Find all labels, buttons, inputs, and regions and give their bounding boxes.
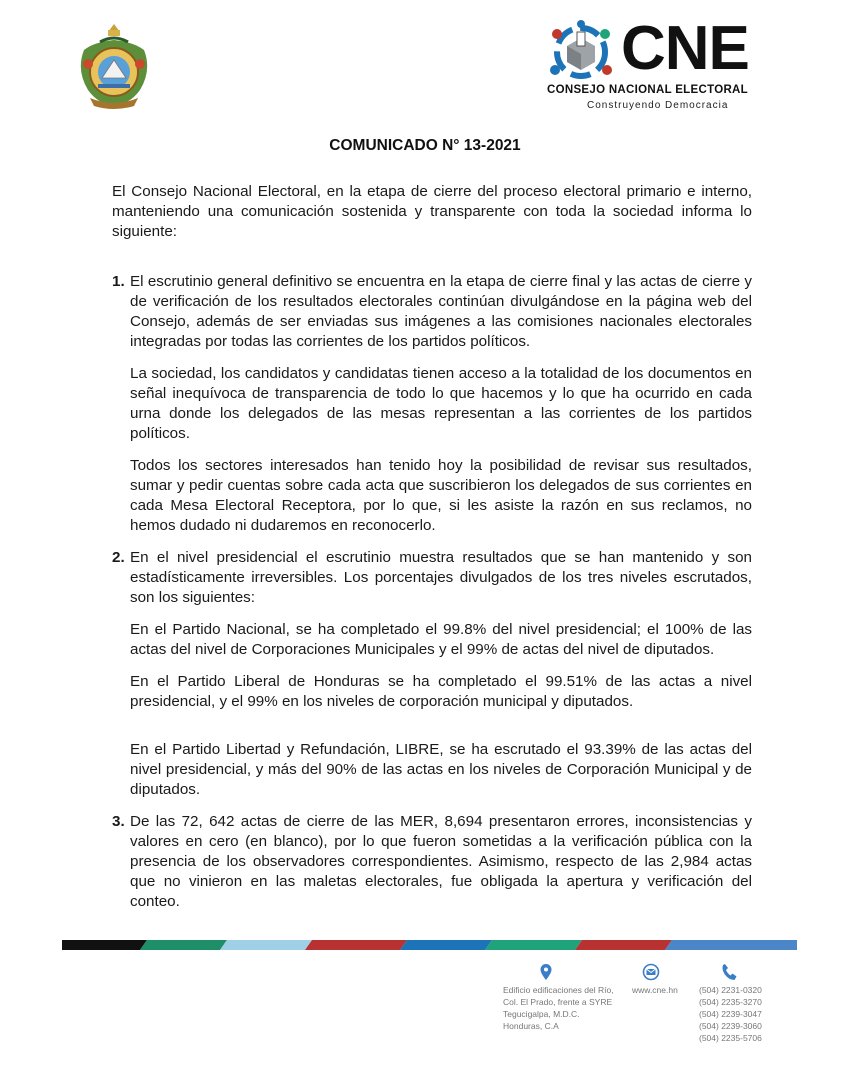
phone-number: (504) 2231-0320 xyxy=(699,985,762,995)
phone-number: (504) 2235-5706 xyxy=(699,1033,762,1043)
item-paragraph: Todos los sectores interesados han tenido hoy la posibilidad de revisar sus resultados, sumar y pedir cuentas sobre cada acta que suscribieron los delegados de sus corrientes en cada Mesa Electoral Receptora, por lo que, si les asiste la razón en sus reclamos, no hemos dudado ni dudaremos en reconocerlo. xyxy=(130,457,752,534)
item-paragraph: En el Partido Libertad y Refundación, LIBRE, se ha escrutado el 93.39% de las actas del nivel presidencial, y más del 90% de las actas en los niveles de Corporación Municipal y de diputados. xyxy=(130,741,752,798)
footer-phones xyxy=(699,963,762,1044)
cne-wordmark: CNE xyxy=(621,14,749,83)
phone-number: (504) 2239-3047 xyxy=(699,1009,762,1019)
color-divider-band xyxy=(62,940,797,950)
phone-number: (504) 2235-3270 xyxy=(699,997,762,1007)
address-line: Col. El Prado, frente a SYRE xyxy=(503,997,613,1007)
intro-paragraph: El Consejo Nacional Electoral, en la etapa de cierre del proceso electoral primario e interno, manteniendo una comunicación sostenida y transparente con toda la sociedad informa lo siguiente: xyxy=(112,183,752,240)
ballot-box-icon xyxy=(545,20,617,84)
item-paragraph: En el Partido Liberal de Honduras se ha completado el 99.51% de las actas a nivel presidencial, y el 99% en los niveles de corporación municipal y diputados. xyxy=(130,673,752,710)
item-paragraph: El escrutinio general definitivo se encuentra en la etapa de cierre final y las actas de cierre y de verificación de los resultados electorales continúan divulgándose en la página web del Consejo, además de ser enviadas sus imágenes a las comisiones nacionales electorales integradas por todas las corrientes de los partidos políticos. xyxy=(130,273,752,350)
web-mail-icon xyxy=(642,963,660,981)
item-paragraph: De las 72, 642 actas de cierre de las MER, 8,694 presentaron errores, inconsistencias y valores en cero (en blanco), por lo que fueron sometidas a la verificación pública con la presencia de los observadores correspondientes. Asimismo, respecto de las 2,984 actas que no vinieron en las maletas electorales, fue obligada la apertura y verificación del conteo. xyxy=(130,813,752,910)
item-paragraph: La sociedad, los candidatos y candidatas tienen acceso a la totalidad de los documentos en señal inequívoca de transparencia de todo lo que hacemos y lo que ha ocurrido en cada urna donde los delegados de las mesas representan a las corrientes de los partidos políticos. xyxy=(130,365,752,442)
numbered-item-3 xyxy=(112,812,752,912)
org-motto: Construyendo Democracia xyxy=(587,100,729,111)
numbered-item-1 xyxy=(112,272,752,536)
cne-logo xyxy=(545,14,785,115)
item-paragraph: En el nivel presidencial el escrutinio muestra resultados que se han mantenido y son estadísticamente irreversibles. Los porcentajes divulgados de los tres niveles escrutados, son los siguientes: xyxy=(130,549,752,606)
location-pin-icon xyxy=(539,963,553,981)
item-number: 3. xyxy=(112,813,125,830)
address-line: Edificio edificaciones del Río, xyxy=(503,985,614,995)
item-number: 2. xyxy=(112,549,125,566)
phone-icon xyxy=(721,963,737,981)
website-link[interactable]: www.cne.hn xyxy=(632,985,678,995)
numbered-item-2 xyxy=(112,548,752,800)
address-line: Honduras, C.A xyxy=(503,1021,559,1031)
address-line: Tegucigalpa, M.D.C. xyxy=(503,1009,580,1019)
communique-title: COMUNICADO N° 13-2021 xyxy=(329,137,521,154)
honduras-seal-emblem xyxy=(70,20,158,112)
phone-number: (504) 2239-3060 xyxy=(699,1021,762,1031)
org-name: CONSEJO NACIONAL ELECTORAL xyxy=(547,84,748,96)
item-number: 1. xyxy=(112,273,125,290)
communique-body xyxy=(112,182,752,924)
footer-web xyxy=(632,963,678,996)
footer-address xyxy=(503,963,614,1032)
item-paragraph: En el Partido Nacional, se ha completado el 99.8% del nivel presidencial; el 100% de las actas del nivel de Corporaciones Municipales y el 99% de actas del nivel de diputados. xyxy=(130,621,752,658)
